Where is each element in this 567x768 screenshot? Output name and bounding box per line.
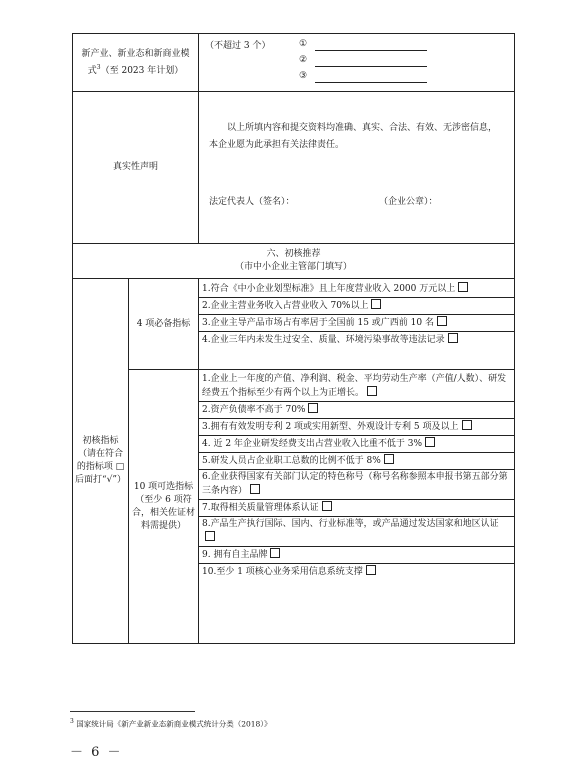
footnote-ref: 3 (96, 63, 101, 71)
checkbox[interactable] (322, 501, 332, 511)
optional-criteria-list (199, 370, 515, 644)
required-item-1: 1.符合《中小企业划型标准》且上年度营业收入 2000 万元以上 (202, 281, 511, 297)
required-item-2: 2.企业主营业务收入占营业收入 70%以上 (199, 297, 514, 314)
footnote-mark: 3 (70, 718, 74, 725)
checkbox[interactable] (458, 282, 468, 292)
page-number: － 6 － (70, 745, 123, 760)
checkbox[interactable] (425, 437, 435, 447)
new-model-hint: （不超过 3 个） (205, 41, 271, 51)
checkbox[interactable] (366, 565, 376, 575)
company-seal-label: （企业公章）： (379, 197, 438, 207)
new-model-label-text: 新产业、新业态和新商业模式 (81, 48, 190, 76)
optional-item-3: 3.拥有有效发明专利 2 项或实用新型、外观设计专利 5 项及以上 (199, 418, 514, 435)
checkbox[interactable] (270, 548, 280, 558)
required-criteria-list (199, 279, 515, 370)
optional-item-4: 4. 近 2 年企业研发经费支出占营业收入比重不低于 3% (199, 435, 514, 452)
checkbox[interactable] (367, 386, 377, 396)
declaration-cell (199, 92, 515, 244)
section-heading (73, 244, 515, 279)
optional-item-6: 6.企业获得国家有关部门认定的特色称号（称号名称参照本申报书第五部分第三条内容） (199, 469, 514, 499)
checkbox[interactable] (384, 454, 394, 464)
optional-item-5: 5.研发人员占企业职工总数的比例不低于 8% (199, 452, 514, 469)
application-form-table (72, 33, 515, 644)
optional-item-2: 2.资产负债率不高于 70% (199, 401, 514, 418)
new-model-label (73, 34, 199, 92)
optional-item-8: 8.产品生产执行国际、国内、行业标准等，或产品通过发达国家和地区认证 (199, 516, 514, 546)
optional-item-9: 9. 拥有自主品牌 (199, 546, 514, 563)
initial-review-label: 初核指标（请在符合的指标项 □ 后面打“√”） (73, 279, 129, 644)
new-model-options-cell (199, 34, 515, 92)
footnote (70, 718, 272, 730)
footnote-text: 国家统计局《新产业新业态新商业模式统计分类（2018）》 (76, 719, 272, 729)
option-line-2[interactable]: ② (299, 54, 427, 67)
footnote-divider (70, 711, 195, 712)
section-title: 六、初核推荐 (266, 249, 321, 259)
checkbox[interactable] (250, 484, 260, 494)
checkbox[interactable] (308, 403, 318, 413)
legal-rep-signature-label: 法定代表人（签名）： (209, 197, 295, 207)
checkbox[interactable] (437, 316, 447, 326)
option-line-1[interactable]: ① (299, 38, 427, 51)
checkbox[interactable] (371, 299, 381, 309)
checkbox[interactable] (448, 333, 458, 343)
optional-item-10: 10.至少 1 项核心业务采用信息系统支撑 (199, 563, 514, 580)
declaration-label: 真实性声明 (73, 92, 199, 244)
option-line-3[interactable]: ③ (299, 70, 427, 83)
optional-criteria-label: 10 项可选指标（至少 6 项符合，相关佐证材料需提供） (129, 370, 199, 644)
declaration-text: 以上所填内容和提交资料均准确、真实、合法、有效、无涉密信息，本企业愿为此承担有关法律责任。 (209, 123, 498, 150)
required-criteria-label: 4 项必备指标 (129, 279, 199, 370)
optional-item-7: 7.取得相关质量管理体系认证 (199, 499, 514, 516)
new-model-label-suffix: （至 2023 年计划） (100, 65, 184, 76)
required-item-4: 4.企业三年内未发生过安全、质量、环境污染事故等违法记录 (199, 331, 514, 348)
checkbox[interactable] (462, 420, 472, 430)
required-item-3: 3.企业主导产品市场占有率居于全国前 15 或广西前 10 名 (199, 314, 514, 331)
optional-item-1: 1.企业上一年度的产值、净利润、税金、平均劳动生产率（产值/人数）、研发经费五个指标至少有两个以上为正增长。 (202, 374, 507, 398)
section-subtitle: （市中小企业主管部门填写） (235, 262, 353, 272)
checkbox[interactable] (205, 531, 215, 541)
